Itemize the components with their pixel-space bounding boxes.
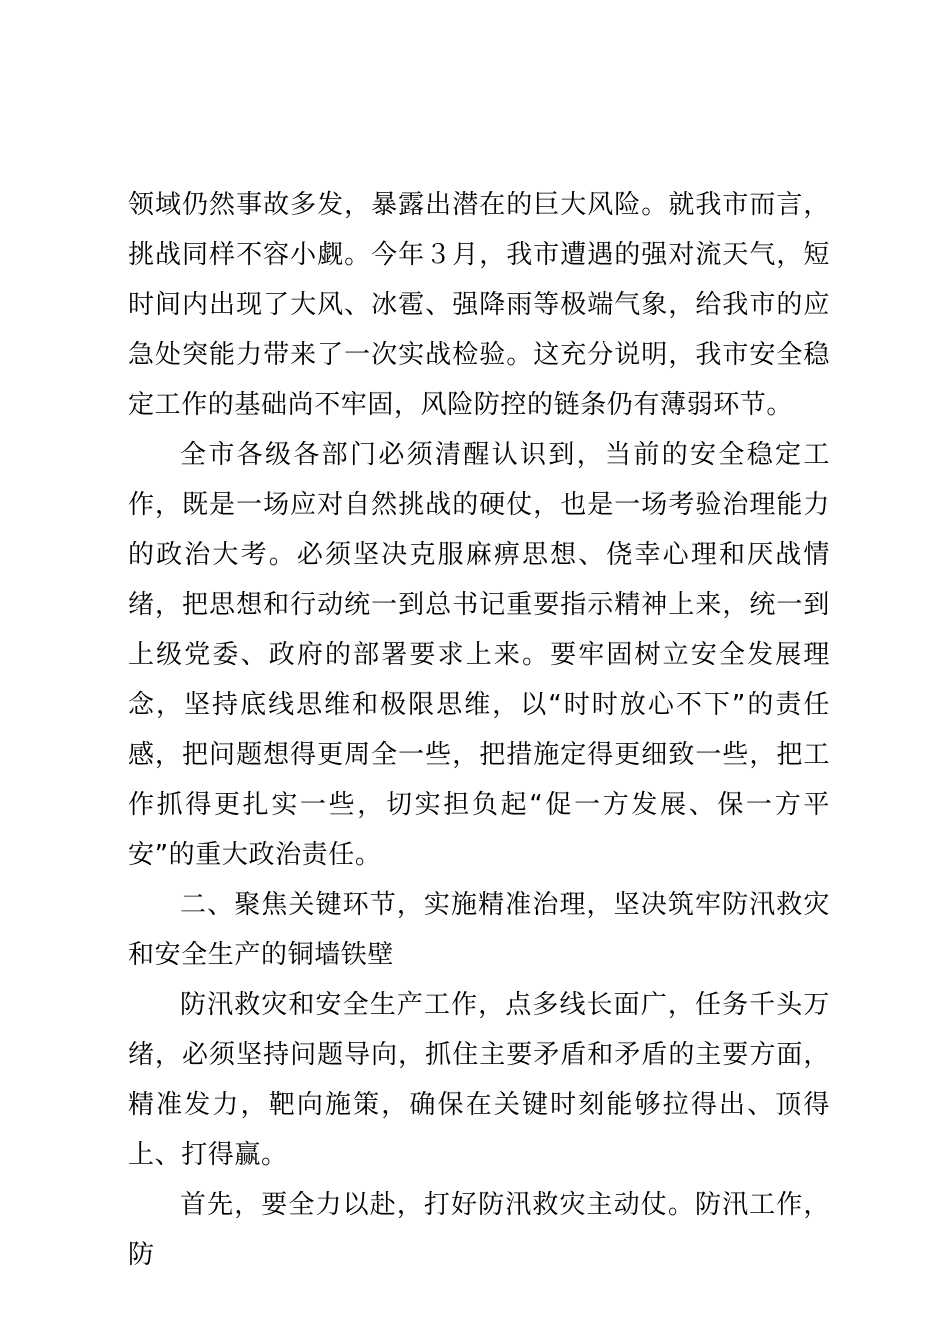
document-page: [128, 180, 830, 1280]
body-paragraph-3: 防汛救灾和安全生产工作，点多线长面广，任务千头万绪，必须坚持问题导向，抓住主要矛盾和矛盾的主要方面，精准发力，靶向施策，确保在关键时刻能够拉得出、顶得上、打得赢。: [128, 990, 830, 1170]
body-paragraph-2: 全市各级各部门必须清醒认识到，当前的安全稳定工作，既是一场应对自然挑战的硬仗，也是一场考验治理能力的政治大考。必须坚决克服麻痹思想、侥幸心理和厌战情绪，把思想和行动统一到总书记重要指示精神上来，统一到上级党委、政府的部署要求上来。要牢固树立安全发展理念，坚持底线思维和极限思维，以“时时放心不下”的责任感，把问题想得更周全一些，把措施定得更细致一些，把工作抓得更扎实一些，切实担负起“促一方发展、保一方平安”的重大政治责任。: [128, 440, 830, 870]
body-paragraph-4: 首先，要全力以赴，打好防汛救灾主动仗。防汛工作，防: [128, 1190, 830, 1270]
section-heading: 二、聚焦关键环节，实施精准治理，坚决筑牢防汛救灾和安全生产的铜墙铁壁: [128, 890, 830, 970]
body-paragraph-1: 领域仍然事故多发，暴露出潜在的巨大风险。就我市而言，挑战同样不容小觑。今年３月，我市遭遇的强对流天气，短时间内出现了大风、冰雹、强降雨等极端气象，给我市的应急处突能力带来了一次实战检验。这充分说明，我市安全稳定工作的基础尚不牢固，风险防控的链条仍有薄弱环节。: [128, 190, 830, 420]
